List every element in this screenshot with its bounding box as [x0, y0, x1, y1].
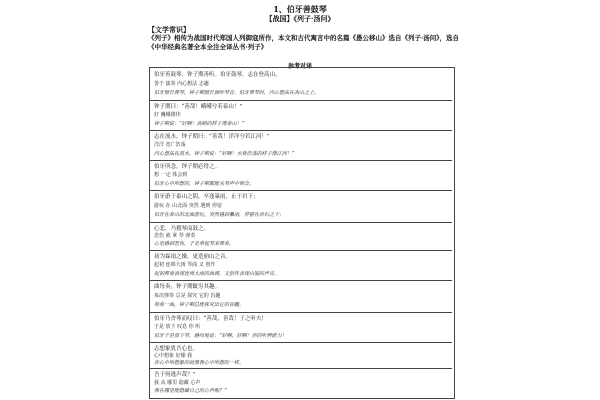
reference-row [150, 190, 452, 223]
word-gloss: 想 一定 体会到 [154, 172, 188, 178]
original-text: 初为霖雨之操，更造崩山之音。 [154, 254, 232, 260]
translation-text: 内心想法在流水，钟子期说：“好啊！水势浩荡的样子像江河！” [154, 151, 295, 157]
translation-text: 每奏一曲，钟子期总能探究出它的旨趣。 [154, 302, 245, 308]
translation-text: 伯牙于是放下琴，感叹地说：“好啊，好啊！你的听辨能力！ [154, 333, 287, 339]
reference-title: 参考对译 [287, 63, 312, 70]
original-text: 伯牙所念，钟子期必得之。 [154, 164, 221, 170]
translation-text: 伯牙在泰山的北面游玩，突然遇到暴雨，停留在岩石之下； [154, 212, 285, 218]
word-gloss: 好 巍峨雄伟 [154, 112, 181, 118]
translation-text: 起初弹奏表现连绵大雨的曲调，又创作表现山崩的声音。 [154, 271, 280, 277]
doc-subtitle: 【战国】《列子·汤问》 [265, 14, 335, 23]
word-gloss: 我 从 哪里 隐藏 心声 [154, 380, 201, 386]
word-gloss: 游玩 在 山北面 突然 遇到 停留 [154, 203, 222, 209]
original-text: 吾于何逃声哉？” [154, 372, 196, 378]
original-text: 伯牙善鼓琴，钟子期善听。伯牙鼓琴，志在登高山。 [154, 72, 281, 78]
reference-row [150, 160, 452, 191]
reference-row [150, 130, 452, 161]
reference-row [150, 342, 452, 369]
original-text: 曲每奏，钟子期辄穷其趣。 [154, 284, 221, 290]
original-text: 伯牙游于泰山之阴，卒逢暴雨，止于岩下； [154, 194, 259, 200]
original-text: 志在流水，钟子期曰：“善哉！洋洋兮若江河！” [154, 134, 270, 140]
word-gloss: 心中想象 好像 我 [154, 353, 193, 359]
reference-row [150, 68, 452, 101]
section-label: 【文学常识】 [148, 25, 190, 34]
reference-row [150, 250, 452, 281]
original-text: 伯牙乃舍琴而叹曰：“善哉，善哉！子之听夫！ [154, 316, 267, 322]
original-text: 心悲，乃援琴而鼓之。 [154, 226, 210, 232]
word-gloss: 悲伤 就 拿 琴 弹奏 [154, 233, 196, 239]
translation-text: 心里感到悲伤，于是拿起琴来弹奏。 [154, 241, 235, 247]
translation-text: 伯牙擅长弹琴，钟子期擅长倾听琴音。伯牙弹琴时，内心想法在高山之上。 [154, 90, 320, 96]
reference-row [150, 100, 452, 131]
word-gloss: 每次弹奏 总是 探究 它的 旨趣 [154, 293, 221, 299]
translation-text: 伯牙心中所想的，钟子期都能从琴声中领会。 [154, 181, 255, 187]
reference-row [150, 222, 452, 251]
translation-text: 你心中所想象的就像我心中所想的一样。 [154, 360, 245, 366]
reference-row [150, 312, 452, 343]
doc-title: 1、伯牙善鼓琴 [273, 4, 327, 14]
translation-text: 钟子期说：“好啊！高峻的样子像泰山！” [154, 121, 245, 127]
translation-text: 我在哪里能隐藏自己的心声呢？” [154, 388, 227, 394]
word-gloss: 善于 演奏 内心想法 志趣 [154, 81, 209, 87]
word-gloss: 起初 连绵大雨 琴曲 又 创作 [154, 262, 216, 268]
original-text: 志想象犹吾心也。 [154, 346, 199, 352]
original-text: 钟子期曰：“善哉！峨峨兮若泰山！” [154, 104, 243, 110]
reference-row [150, 280, 452, 313]
reference-row [150, 368, 452, 397]
word-gloss: 洋洋 宽广浩荡 [154, 142, 186, 148]
intro-paragraph: 《列子》相传为战国时代郑国人列御寇所作，本文和古代寓言中的名篇《愚公移山》选自《列子·汤问》，选自《中华经典名著全本全注全译丛书·列子》 [148, 34, 460, 51]
word-gloss: 于是 放下 叹息 你 听 [154, 324, 201, 330]
